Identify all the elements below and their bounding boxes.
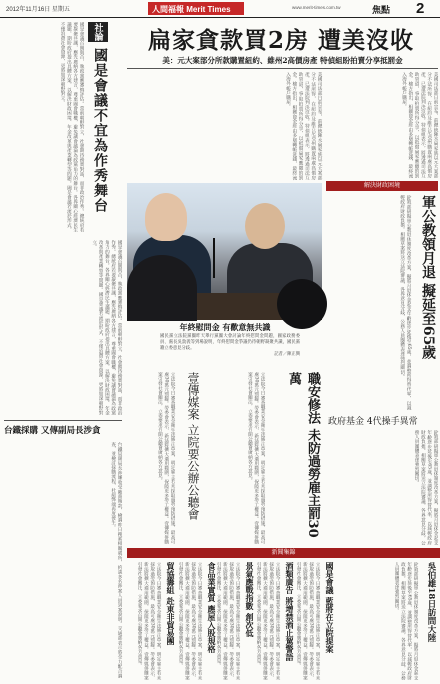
labor-headline: 職安修法 未防過勞雇主罰30萬 (286, 372, 320, 538)
sidebar-section-bar: 解決財政困境 (326, 181, 438, 191)
photo-foreground-head (127, 255, 197, 321)
brief-body-text-2: 立法院今日審查職業安全衛生法修正草案，明定雇主若未採取過勞預防措施，最高可處30萬元罰鍰。勞委會表示，新法將擴大適用範圍，保障更多勞工權益。壹傳媒併購案引發社會關注，立委要求召開公聽會廣納各方意見。 (178, 562, 202, 680)
newspaper-logo: 人間福報 Merit Times (148, 2, 244, 15)
caption-body: 國民黨立法院黨團昨天舉行黨團大會討論年終慰問金問題，國家政務委員、處長吳敦義等到場說明，年終慰問金爭議仍待朝野凝聚共識，國民黨籍立委意見分歧。 (160, 334, 300, 351)
lower-body-text: 立法院今日審查職業安全衛生法修正草案，明定雇主若未採取過勞預防措施，最高可處30萬元罰鍰。勞委會表示，新法將擴大適用範圍，保障更多勞工權益。壹傳媒併購案引發社會關注，立委要求召開公聽會廣納各方意見。 (157, 372, 175, 544)
page-header (0, 0, 440, 18)
photo-face (145, 193, 187, 241)
photo-microphone (213, 238, 215, 278)
brief-item-alcohol: 酒類廣告 將增禁酒止駕警語 (285, 562, 295, 661)
fund-headline: 政府基金 4代操手異常 (328, 417, 418, 427)
brief-body-text-5: 立法院今日審查職業安全衛生法修正草案，明定雇主若未採取過勞預防措施，最高可處30萬元罰鍰。勞委會表示，新法將擴大適用範圍，保障更多勞工權益。壹傳媒併購案引發社會關注，立委要求召開公聽會廣納各方意見。 (296, 562, 320, 680)
sidebar-body-text: 銓敘部研擬軍公教退休制度改革方案，擬將月退休金起支年齡逐步延後至65歲，並調整所得替代率，以減輕政府財政負擔。相關草案將送立法院審議，各界意見分歧，公務人員團體表達強烈關切。 (399, 195, 411, 410)
main-story-body: 美國司法部日前宣布，前總統陳水扁家族以元大案部分不法所得，在紐約及維吉尼亞州購置兩處高價房產，已遭法院判決沒收。特偵組表示，將透過司法互助管道，爭取拍賣所得分享，以抵償扁家應繳的罰金。檢方指出，相關資金經由多層轉帳洗錢，最終流入海外帳戶購屋。 (285, 72, 322, 180)
news-photo (127, 183, 322, 320)
taitai-body-text: 台鐵局副局長涉嫌收受廠商賄款，檢調昨日搜索相關處所，約談多名涉案人員到案說明。交通部表示將全力配合調查，並檢討採購流程，杜絕弊端再度發生。 (110, 442, 122, 678)
taitai-headline: 台鐵採購 又傳副局長涉貪 (4, 426, 101, 436)
column-divider (4, 420, 122, 421)
editorial-tag: 社論 (88, 22, 108, 42)
headline-rule (127, 68, 438, 69)
main-headline: 扁家貪款買2房 遭美沒收 (147, 27, 414, 54)
photo-face (245, 203, 285, 249)
main-subhead: 美：元大案部分所款購置紐約、維州2高價房產 特偵組盼拍賣分享抵罰金 (162, 56, 403, 65)
fund-body-text: 銓敘部研擬軍公教退休制度改革方案，擬將月退休金起支年齡逐步延後至65歲，並調整所得替代率，以減輕政府財政負擔。相關草案將送立法院審議，各界意見分歧，公務人員團體表達強烈關切。 (414, 430, 438, 545)
brief-item-food: 食品業實質 應屋入股規格 (207, 562, 217, 653)
hearing-headline: 壹傳媒案 立院要公辦公聽會 (186, 372, 200, 520)
issue-date: 2012年11月16日 星期五 (6, 7, 70, 13)
brief-body-text-4: 立法院今日審查職業安全衛生法修正草案，明定雇主若未採取過勞預防措施，最高可處30萬元罰鍰。勞委會表示，新法將擴大適用範圍，保障更多勞工權益。壹傳媒併購案引發社會關注，立委要求召開公聽會廣納各方意見。 (256, 562, 280, 680)
brief-item-conference: 國是會議 藍將在立院提案 (325, 562, 335, 653)
main-story-body-right: 美國司法部日前宣布，前總統陳水扁家族以元大案部分不法所得，在紐約及維吉尼亞州購置兩處高價房產，已遭法院判決沒收。特偵組表示，將透過司法互助管道，爭取拍賣所得分享，以抵償扁家應繳的罰金。檢方指出，相關資金經由多層轉帳洗錢，最終流入海外帳戶購屋。 (401, 72, 438, 178)
lower-body-text-2: 立法院今日審查職業安全衛生法修正草案，明定雇主若未採取過勞預防措施，最高可處30萬元罰鍰。勞委會表示，新法將擴大適用範圍，保障更多勞工權益。壹傳媒併購案引發社會關注，立委要求召開公聽會廣納各方意見。 (247, 372, 265, 544)
photo-caption-text (160, 334, 300, 370)
site-url: www.merit-times.com.tw (292, 5, 341, 10)
brief-body-text: 立法院今日審查職業安全衛生法修正草案，明定雇主若未採取過勞預防措施，最高可處30萬元罰鍰。勞委會表示，新法將擴大適用範圍，保障更多勞工權益。壹傳媒併購案引發社會關注，立委要求召開公聽會廣納各方意見。 (137, 562, 161, 680)
sidebar-headline: 軍公教領月退 擬延至65歲 (420, 195, 436, 360)
brief-item-economy: 景氣應戰指數 創次低 (245, 562, 255, 637)
editorial-body-text-2: 國是會議召開與否，執政黨應審慎評估。當前朝野對立，社會期待務實對話，而非政治作秀。總統府若要凝聚共識，應先廣納各方建言，尊重國會職權，避免讓會議淪為政黨角力的舞台。各界關心經濟民生議題，期盼政府提出具體方案，以解決財政困境、年金改革與產業轉型等問題。國是會議若流於形式，不僅浪費社會資源，更將加深朝野對立。 (91, 240, 122, 415)
brief-item-wu-visit: 吳伯雄18日訪問大陸 (426, 562, 436, 642)
photo-caption-title: 年終慰問金 有歡意無共識 (179, 322, 271, 332)
news-brief-bar: 新聞集錦 (127, 548, 440, 558)
brief-item-trade: 貿協籌組 赴東非貿易團 (166, 562, 176, 645)
brief-body-text-6: 銓敘部研擬軍公教退休制度改革方案，擬將月退休金起支年齡逐步延後至65歲，並調整所得替代率，以減輕政府財政負擔。相關草案將送立法院審議，各界意見分歧，公務人員團體表達強烈關切。 (394, 562, 418, 680)
editorial-title: 國是會議不宜為作秀舞台 (92, 48, 108, 213)
brief-body-text-3: 立法院今日審查職業安全衛生法修正草案，明定雇主若未採取過勞預防措施，最高可處30萬元罰鍰。勞委會表示，新法將擴大適用範圍，保障更多勞工權益。壹傳媒併購案引發社會關注，立委要求召開公聽會廣納各方意見。 (216, 562, 240, 680)
section-name: 焦點 (372, 6, 391, 16)
photo-credit: 記者／陳正興 (274, 352, 300, 357)
page-number: 2 (416, 0, 425, 17)
editorial-body-text: 國是會議召開與否，執政黨應審慎評估。當前朝野對立，社會期待務實對話，而非政治作秀。總統府若要凝聚共識，應先廣納各方建言，尊重國會職權，避免讓會議淪為政黨角力的舞台。各界關心經濟民生議題，期盼政府提出具體方案，以解決財政困境、年金改革與產業轉型等問題。國是會議若流於形式，不僅浪費社會資源，更將加深朝野對立。 (60, 22, 84, 232)
